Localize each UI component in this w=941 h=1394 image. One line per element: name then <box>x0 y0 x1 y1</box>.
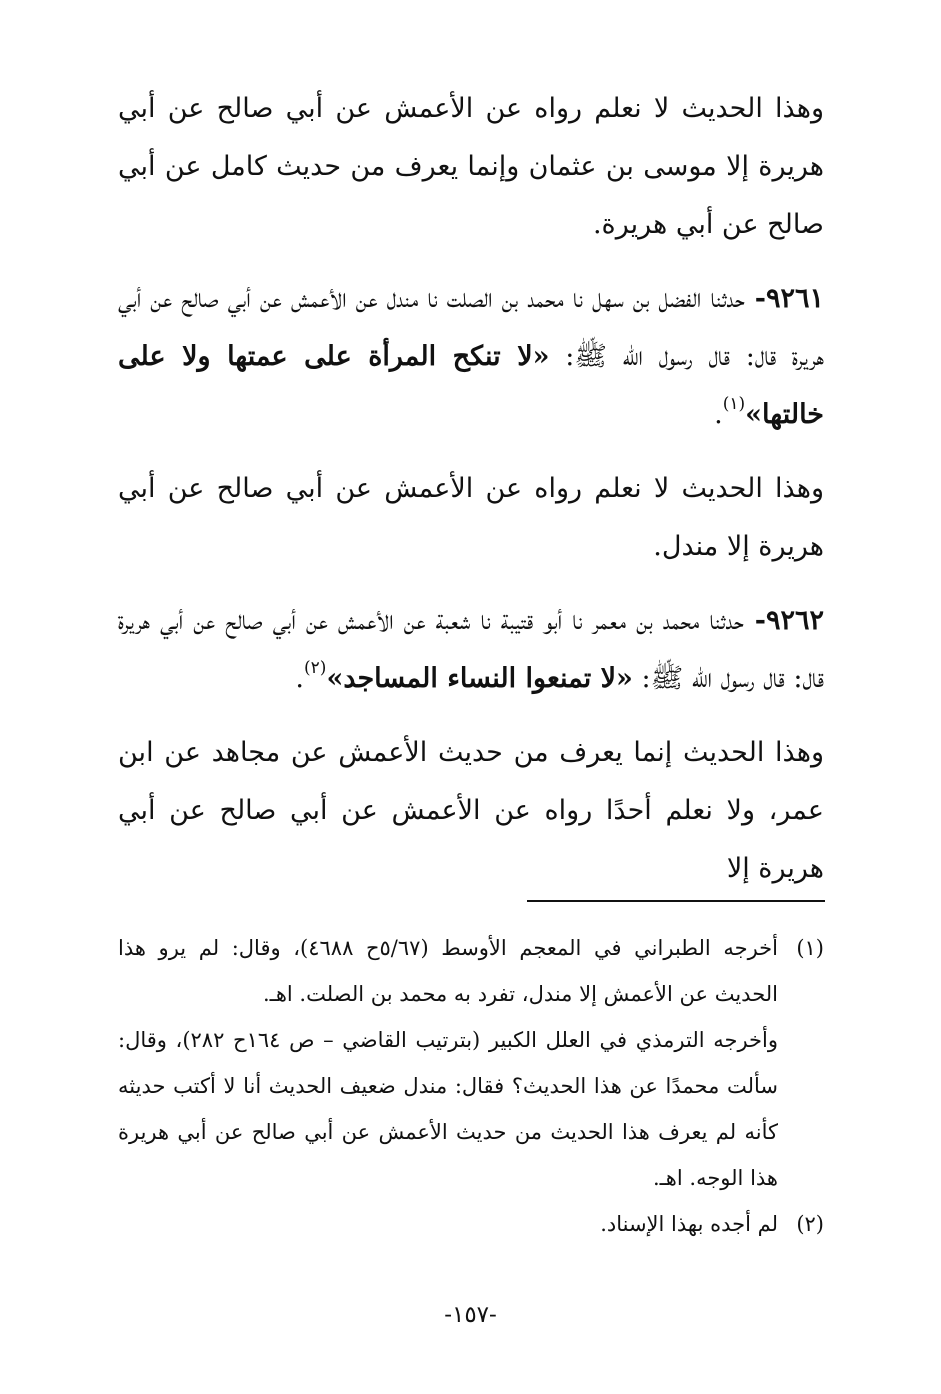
main-text <box>118 80 824 914</box>
hadith-number: ٩٢٦١ <box>765 283 824 314</box>
footnote-number: (٢) <box>796 1212 824 1236</box>
hadith-matn: «لا تنكح المرأة على عمتها ولا على خالتها» <box>118 341 824 430</box>
paragraph-commentary-3 <box>118 724 824 898</box>
footnote-ref-1[interactable]: (١) <box>722 394 746 414</box>
page-number: -١٥٧- <box>444 1302 497 1328</box>
footnote-body <box>118 925 778 1201</box>
paragraph-text: وهذا الحديث لا نعلم رواه عن الأعمش عن أبي صالح عن أبي هريرة إلا موسى بن عثمان وإنما يعرف من حديث كامل عن أبي صالح عن أبي هريرة. <box>118 93 824 240</box>
footnote-divider <box>527 900 825 902</box>
hadith-isnad: حدثنا الفضل بن سهل نا محمد بن الصلت نا مندل عن الأعمش عن أبي صالح عن أبي هريرة قال: قال رسول الله ﷺ: <box>118 283 825 372</box>
paragraph-text: وهذا الحديث إنما يعرف من حديث الأعمش عن مجاهد عن ابن عمر، ولا نعلم أحدًا رواه عن الأعمش عن أبي صالح عن أبي هريرة إلا <box>118 737 824 884</box>
hadith-end: . <box>714 399 723 430</box>
footnote-1 <box>118 925 824 1201</box>
footnote-body <box>118 1201 778 1247</box>
footnotes <box>118 925 824 1247</box>
paragraph-text: وهذا الحديث لا نعلم رواه عن الأعمش عن أبي صالح عن أبي هريرة إلا مندل. <box>118 473 824 562</box>
footnote-line: لم أجده بهذا الإسناد. <box>600 1212 778 1236</box>
hadith-matn: «لا تمنعوا النساء المساجد» <box>326 663 633 694</box>
hadith-dash: - <box>743 605 766 636</box>
hadith-9262 <box>118 592 824 708</box>
footnote-ref-2[interactable]: (٢) <box>304 658 327 678</box>
hadith-isnad: حدثنا محمد بن معمر نا أبو قتيبة نا شعبة عن الأعمش عن أبي صالح عن أبي هريرة قال: قال رسول الله ﷺ: <box>118 605 824 694</box>
hadith-end: . <box>295 663 305 694</box>
footnote-line: أخرجه الطبراني في المعجم الأوسط (٥/٦٧ح ٤٦٨٨)، وقال: لم يرو هذا الحديث عن الأعمش إلا مندل، تفرد به محمد بن الصلت. اهـ. <box>118 936 778 1006</box>
footnote-number: (١) <box>796 936 824 960</box>
footnote-line: وأخرجه الترمذي في العلل الكبير (بترتيب القاضي – ص ١٦٤ح ٢٨٢)، وقال: سألت محمدًا عن هذا الحديث؟ فقال: مندل ضعيف الحديث أنا لا أكتب حديثه كأنه لم يعرف هذا الحديث من حديث الأعمش عن أبي صالح عن أبي هريرة هذا الوجه. اهـ. <box>118 1028 778 1190</box>
footnote-2 <box>118 1201 824 1247</box>
hadith-number: ٩٢٦٢ <box>766 605 825 636</box>
paragraph-commentary-1 <box>118 80 824 254</box>
hadith-dash: - <box>744 283 766 314</box>
paragraph-commentary-2 <box>118 460 824 576</box>
hadith-9261 <box>118 270 824 444</box>
